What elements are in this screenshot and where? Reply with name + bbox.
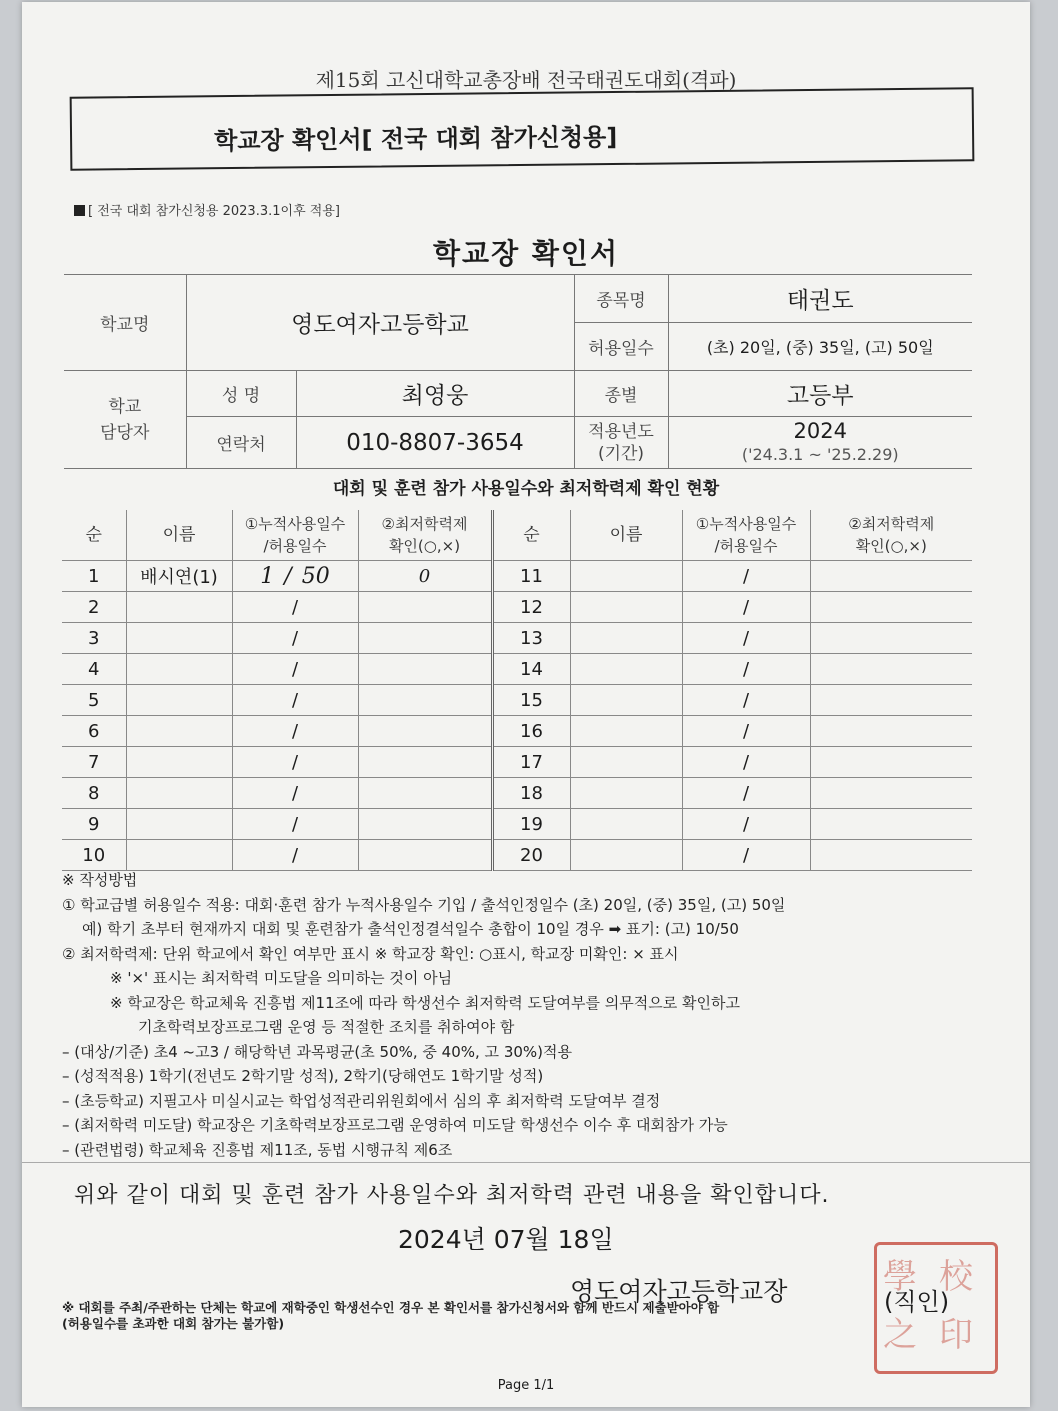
phone-value: 010-8807-3654 (296, 417, 574, 469)
days-used-allowed: / (232, 840, 358, 871)
year-value-cell (668, 417, 972, 469)
note-1: ① 학교급별 허용일수 적용: 대회·훈련 참가 누적사용일수 기입 / 출석인정일수 (초) 20일, (중) 35일, (고) 50일 (62, 895, 786, 914)
year-sub-label: (기간) (597, 443, 645, 464)
divider (22, 1162, 1030, 1163)
header-days-right-line2: /허용일수 (714, 537, 778, 555)
academic-check-right (810, 747, 972, 778)
form-title: 학교장 확인서[ 전국 대회 참가신청용] (213, 123, 618, 156)
days-allowed: 50 (301, 563, 330, 589)
student-name-right (570, 623, 682, 654)
student-name-right (570, 561, 682, 592)
phone-label: 연락처 (186, 417, 296, 469)
sport-value: 태권도 (668, 275, 972, 323)
year-period: ('24.3.1 ~ '25.2.29) (741, 444, 899, 464)
student-name (126, 809, 232, 840)
year-value: 2024 (793, 418, 847, 443)
academic-check-right (810, 685, 972, 716)
note-detail-2: – (성적적용) 1학기(전년도 2학기말 성적), 2학기(당해연도 1학기말 성적) (62, 1067, 544, 1085)
row-number: 6 (62, 716, 126, 747)
academic-check (358, 778, 492, 809)
days-used-allowed: / (232, 592, 358, 623)
event-title: 제15회 고신대학교총장배 전국태권도대회(격파) (315, 68, 737, 92)
student-name (126, 747, 232, 778)
header-academic-right-line1: ②최저학력제 (848, 515, 935, 533)
header-days-line2: /허용일수 (263, 537, 327, 555)
days-used-allowed: / (232, 623, 358, 654)
days-used-allowed-right: / (682, 747, 810, 778)
footnote-line-2: (허용일수를 초과한 대회 참가는 불가함) (62, 1316, 285, 1331)
school-value: 영도여자고등학교 (186, 275, 574, 371)
row-number-right: 11 (492, 561, 570, 592)
name-value: 최영웅 (296, 371, 574, 417)
header-academic-right (810, 510, 972, 561)
row-number-right: 14 (492, 654, 570, 685)
contact-person-label: 학교 담당자 (64, 371, 186, 469)
student-name (126, 592, 232, 623)
note-detail-4: – (최저학력 미도달) 학교장은 기초학력보장프로그램 운영하여 미도달 학생선수 이수 후 대회참가 가능 (62, 1116, 728, 1134)
student-name-right (570, 716, 682, 747)
days-used-allowed: / (232, 716, 358, 747)
section-title: 대회 및 훈련 참가 사용일수와 최저학력제 확인 현황 (332, 479, 720, 499)
academic-check (358, 809, 492, 840)
student-name: 배시연(1) (126, 561, 232, 592)
instructions (62, 868, 982, 1162)
row-number-right: 16 (492, 716, 570, 747)
seal-placeholder: (직인) (884, 1288, 950, 1316)
student-name (126, 623, 232, 654)
student-name (126, 840, 232, 871)
note-2-c: 기초학력보장프로그램 운영 등 적절한 조치를 취하여야 함 (138, 1018, 515, 1036)
days-used-allowed: / (232, 809, 358, 840)
academic-check: 0 (358, 561, 492, 592)
days-used-allowed: / (232, 747, 358, 778)
allowed-days-label: 허용일수 (574, 323, 668, 371)
academic-check-right (810, 778, 972, 809)
academic-check (358, 747, 492, 778)
header-academic (358, 510, 492, 561)
days-used-allowed-right: / (682, 561, 810, 592)
student-name-right (570, 809, 682, 840)
academic-check (358, 716, 492, 747)
header-name: 이름 (126, 510, 232, 561)
days-used-allowed-right: / (682, 654, 810, 685)
square-bullet-icon (74, 205, 85, 216)
row-number-right: 20 (492, 840, 570, 871)
student-name (126, 716, 232, 747)
document-title: 학교장 확인서 (432, 237, 620, 270)
note-2-b: ※ 학교장은 학교체육 진흥법 제11조에 따라 학생선수 최저학력 도달여부를 의무적으로 확인하고 (110, 993, 740, 1012)
row-number-right: 19 (492, 809, 570, 840)
name-label: 성 명 (186, 371, 296, 417)
table-row (62, 840, 972, 871)
student-name-right (570, 840, 682, 871)
days-used-allowed (232, 561, 358, 592)
notes-heading: ※ 작성방법 (62, 871, 138, 889)
row-number-right: 18 (492, 778, 570, 809)
row-number-right: 15 (492, 685, 570, 716)
table-row (62, 685, 972, 716)
student-name (126, 654, 232, 685)
issue-date: 2024년 07월 18일 (398, 1225, 614, 1254)
days-used-allowed: / (232, 654, 358, 685)
principal-title: 영도여자고등학교장 (570, 1277, 788, 1306)
academic-check (358, 840, 492, 871)
header-academic-line1: ②최저학력제 (381, 515, 468, 533)
division-value: 고등부 (668, 371, 972, 417)
days-used: 1 (260, 563, 275, 589)
table-row (62, 623, 972, 654)
days-used-allowed-right: / (682, 809, 810, 840)
school-label: 학교명 (64, 275, 186, 371)
academic-check-right (810, 716, 972, 747)
header-no-right: 순 (492, 510, 570, 561)
note-detail-3: – (초등학교) 지필고사 미실시교는 학업성적관리위원회에서 심의 후 최저학력 도달여부 결정 (62, 1091, 661, 1110)
form-title-box (70, 87, 975, 170)
row-number: 7 (62, 747, 126, 778)
confirmation-statement: 위와 같이 대회 및 훈련 참가 사용일수와 최저학력 관련 내용을 확인합니다. (74, 1183, 830, 1208)
division-label: 종별 (574, 371, 668, 417)
academic-check (358, 654, 492, 685)
table-row (62, 778, 972, 809)
student-name-right (570, 592, 682, 623)
row-number: 3 (62, 623, 126, 654)
table-header-row (62, 510, 972, 561)
header-name-right: 이름 (570, 510, 682, 561)
page-number: Page 1/1 (497, 1378, 555, 1393)
student-name-right (570, 685, 682, 716)
header-days-right-line1: ①누적사용일수 (695, 515, 797, 533)
table-row (62, 654, 972, 685)
header-academic-right-line2: 확인(○,×) (855, 537, 927, 555)
days-used-allowed-right: / (682, 685, 810, 716)
row-number-right: 12 (492, 592, 570, 623)
academic-check-right (810, 809, 972, 840)
days-used-allowed-right: / (682, 716, 810, 747)
academic-check (358, 592, 492, 623)
header-no: 순 (62, 510, 126, 561)
row-number: 10 (62, 840, 126, 871)
year-label-cell (574, 417, 668, 469)
table-row (62, 747, 972, 778)
sport-label: 종목명 (574, 275, 668, 323)
student-name-right (570, 778, 682, 809)
table-row (62, 592, 972, 623)
participation-table (62, 510, 972, 871)
academic-check-right (810, 561, 972, 592)
scope-note (74, 200, 340, 219)
note-1-example: 예) 학기 초부터 현재까지 대회 및 훈련참가 출석인정결석일수 총합이 10일 경우 ➡ 표기: (고) 10/50 (82, 920, 739, 938)
row-number: 8 (62, 778, 126, 809)
student-name-right (570, 747, 682, 778)
academic-check-right (810, 592, 972, 623)
allowed-days-value: (초) 20일, (중) 35일, (고) 50일 (668, 323, 972, 371)
table-row (62, 809, 972, 840)
days-used-allowed-right: / (682, 778, 810, 809)
official-seal-stamp: 學 校 之 印 (874, 1242, 998, 1374)
note-2-a: ※ '×' 표시는 최저학력 미도달을 의미하는 것이 아님 (110, 969, 453, 987)
days-used-allowed-right: / (682, 623, 810, 654)
days-used-allowed-right: / (682, 840, 810, 871)
table-row (62, 561, 972, 592)
document-page (22, 2, 1030, 1407)
footnote-line-1: ※ 대회를 주최/주관하는 단체는 학교에 재학중인 학생선수인 경우 본 확인서를 참가신청서와 함께 반드시 제출받아야 함 (62, 1300, 720, 1315)
academic-check-right (810, 654, 972, 685)
row-number: 1 (62, 561, 126, 592)
row-number: 2 (62, 592, 126, 623)
academic-check-right (810, 623, 972, 654)
academic-check-right (810, 840, 972, 871)
header-academic-line2: 확인(○,×) (388, 537, 461, 555)
note-detail-1: – (대상/기준) 초4 ~고3 / 해당학년 과목평균(초 50%, 중 40%, 고 30%)적용 (62, 1042, 572, 1061)
row-number-right: 17 (492, 747, 570, 778)
row-number-right: 13 (492, 623, 570, 654)
days-used-allowed-right: / (682, 592, 810, 623)
header-days-line1: ①누적사용일수 (244, 515, 346, 533)
row-number: 9 (62, 809, 126, 840)
footnote (62, 1300, 1002, 1332)
row-number: 4 (62, 654, 126, 685)
table-row (62, 716, 972, 747)
year-label: 적용년도 (588, 421, 654, 442)
slash-separator: / (284, 563, 292, 589)
academic-check (358, 623, 492, 654)
student-name-right (570, 654, 682, 685)
student-name (126, 778, 232, 809)
days-used-allowed: / (232, 778, 358, 809)
school-info-table (64, 274, 972, 469)
header-days-right (682, 510, 810, 561)
note-2: ② 최저학력제: 단위 학교에서 확인 여부만 표시 ※ 학교장 확인: ○표시, 학교장 미확인: × 표시 (62, 944, 679, 963)
scope-note-text: [ 전국 대회 참가신청용 2023.3.1이후 적용] (88, 204, 340, 219)
days-used-allowed: / (232, 685, 358, 716)
note-detail-5: – (관련법령) 학교체육 진흥법 제11조, 동법 시행규칙 제6조 (62, 1140, 453, 1159)
student-name (126, 685, 232, 716)
academic-check (358, 685, 492, 716)
row-number: 5 (62, 685, 126, 716)
header-days (232, 510, 358, 561)
